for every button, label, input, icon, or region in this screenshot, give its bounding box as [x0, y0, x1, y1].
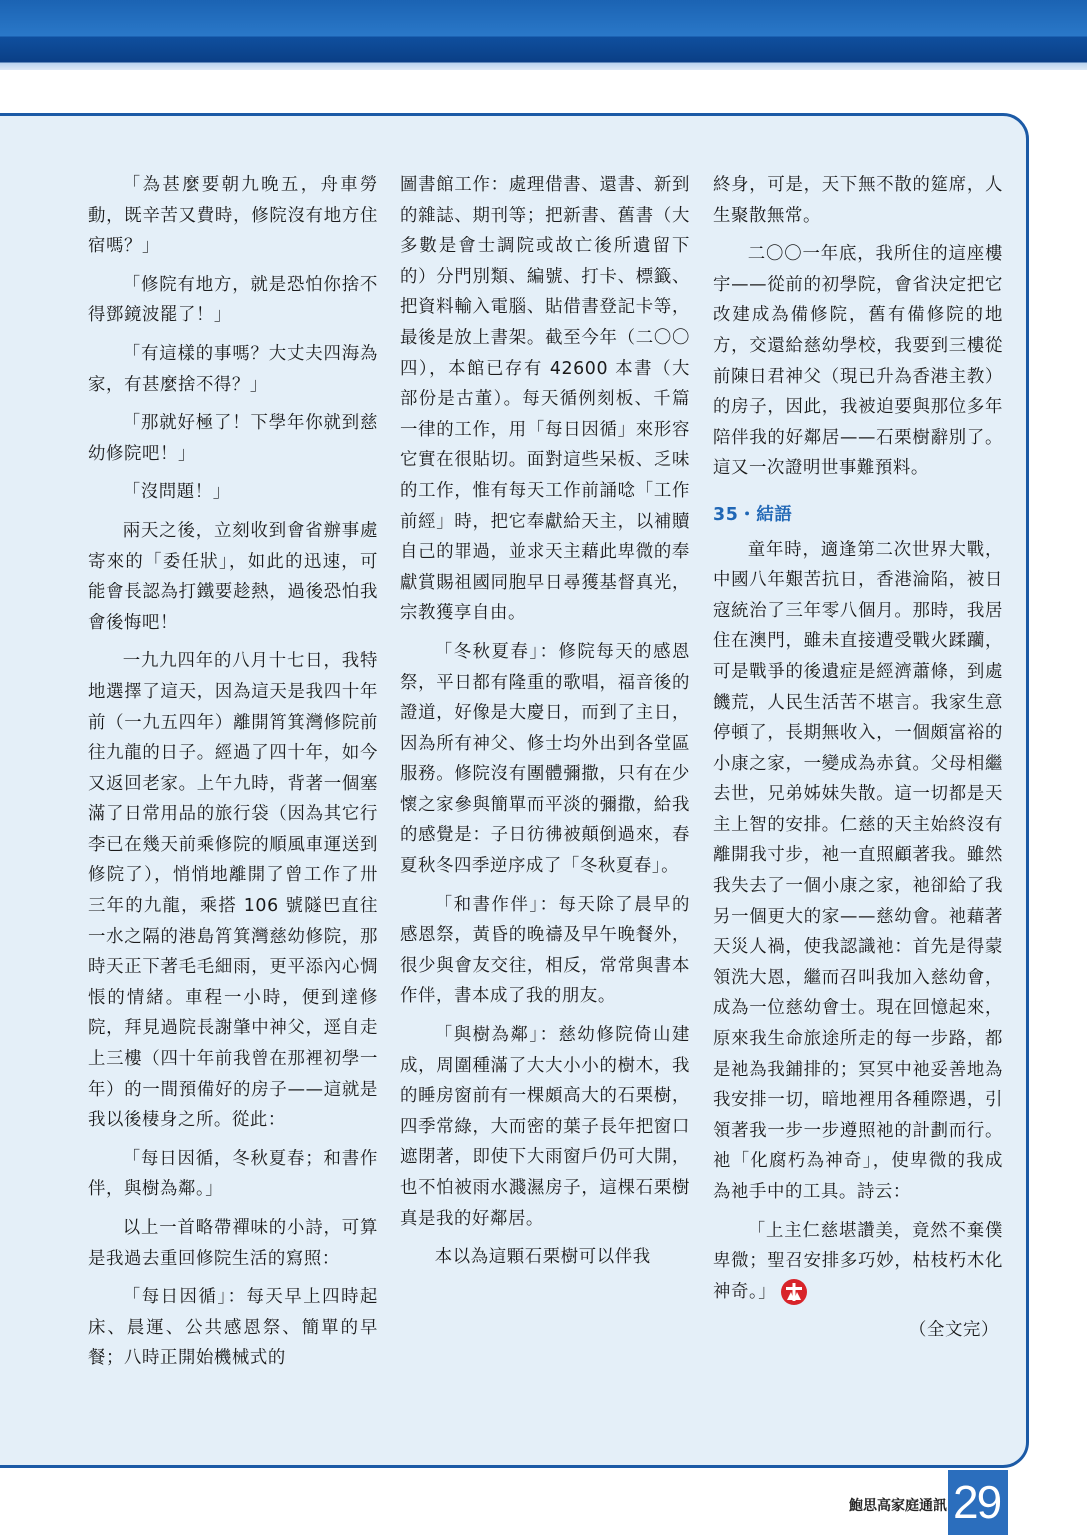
poem-text: 「上主仁慈堪讚美，竟然不棄僕卑微；聖召安排多巧妙，枯枝朽木化神奇。」 — [713, 1220, 1003, 1302]
paragraph: 「和書作伴」：每天除了晨早的感恩祭，黃昏的晚禱及早午晚餐外，很少與會友交往，相反，常常與書本作伴，書本成了我的朋友。 — [400, 894, 690, 1007]
paragraph: 二〇〇一年底，我所住的這座樓宇——從前的初學院，會省決定把它改建成為備修院，舊有備修院的地方，交還給慈幼學校，我要到三樓從前陳日君神父（現已升為香港主教）的房子，因此，我被迫要與那位多年陪伴我的好鄰居——石栗樹辭別了。這又一次證明世事難預料。 — [713, 244, 1003, 479]
paragraph: 「那就好極了！下學年你就到慈幼修院吧！」 — [88, 413, 378, 464]
text-column-3 — [713, 170, 1003, 1346]
paragraph: 終身，可是，天下無不散的筵席，人生聚散無常。 — [713, 175, 1003, 226]
paragraph: 「修院有地方，就是恐怕你捨不得鄧鏡波罷了！」 — [88, 274, 378, 326]
paragraph: 圖書館工作：處理借書、還書、新到的雜誌、期刊等；把新書、舊書（大多數是會士調院或故亡後所遺留下的）分門別類、編號、打卡、標籤、把資料輸入電腦、貼借書登記卡等，最後是放上書架。截至今年（二〇〇四），本館已存有 42600 本書（大部份是古董）。每天循例刻板、千篇一律的工作，用「每日因循」來形容它實在很貼切。面對這些呆板、乏味的工作，惟有每天工作前誦唸「工作前經」時，把它奉獻給天主，以補贖自己的罪過，並求天主藉此卑微的奉獻賞賜祖國同胞早日尋獲基督真光，宗教獲享自由。 — [400, 175, 690, 624]
paragraph: 「為甚麼要朝九晚五，舟車勞動，既辛苦又費時，修院沒有地方住宿嗎？」 — [88, 175, 378, 257]
paragraph: 一九九四年的八月十七日，我特地選擇了這天，因為這天是我四十年前（一九五四年）離開筲箕灣修院前往九龍的日子。經過了四十年，如今又返回老家。上午九時，背著一個塞滿了日常用品的旅行袋（因為其它行李已在幾天前乘修院的順風車運送到修院了），悄悄地離開了曾工作了卅三年的九龍，乘搭 106 號隧巴直往一水之隔的港島筲箕灣慈幼修院，那時天正下著毛毛細雨，更平添內心惆悵的情緒。車程一小時，便到達修院，拜見過院長謝肇中神父，逕自走上三樓（四十年前我曾在那裡初學一年）的一間預備好的房子——這就是我以後棲身之所。從此： — [88, 651, 378, 1131]
text-column-2 — [400, 170, 690, 1273]
paragraph: 「每日因循」：每天早上四時起床、晨運、公共感恩祭、簡單的早餐；八時正開始機械式的 — [88, 1287, 378, 1369]
paragraph: 本以為這顆石栗樹可以伴我 — [434, 1247, 651, 1268]
poem-paragraph — [713, 1216, 1003, 1308]
paragraph: 「每日因循，冬秋夏春；和書作伴，與樹為鄰。」 — [88, 1148, 378, 1200]
page-number: 29 — [953, 1476, 1001, 1528]
paragraph: 童年時，適逢第二次世界大戰，中國八年艱苦抗日，香港淪陷，被日寇統治了三年零八個月。那時，我居住在澳門，雖未直接遭受戰火蹂躪，可是戰爭的後遺症是經濟蕭條，到處饑荒，人民生活苦不堪言。我家生意停頓了，長期無收入，一個頗富裕的小康之家，一變成為赤貧。父母相繼去世，兄弟姊妹失散。這一切都是天主上智的安排。仁慈的天主始終沒有離開我寸步，祂一直照顧著我。雖然我失去了一個小康之家，祂卻給了我另一個更大的家——慈幼會。祂藉著天災人禍，使我認識祂：首先是得蒙領洗大恩，繼而召叫我加入慈幼會，成為一位慈幼會士。現在回憶起來，原來我生命旅途所走的每一步路，都是祂為我鋪排的；冥冥中祂妥善地為我安排一切，暗地裡用各種際遇，引領著我一步一步遵照祂的計劃而行。祂「化腐朽為神奇」，使卑微的我成為祂手中的工具。詩云： — [713, 539, 1003, 1202]
salesian-logo-icon — [780, 1278, 808, 1306]
paragraph: 以上一首略帶禪味的小詩，可算是我過去重回修院生活的寫照： — [88, 1218, 378, 1269]
paragraph: 「冬秋夏春」：修院每天的感恩祭，平日都有隆重的歌唱，福音後的證道，好像是大慶日，而到了主日，因為所有神父、修士均外出到各堂區服務。修院沒有團體彌撒，只有在少懷之家參與簡單而平淡的彌撒，給我的感覺是：子日彷彿被顛倒過來，春夏秋冬四季逆序成了「冬秋夏春」。 — [400, 641, 690, 877]
top-banner — [0, 0, 1087, 70]
section-heading: 35・結語 — [713, 504, 793, 525]
paragraph: 「有這樣的事嗎？大丈夫四海為家，有甚麼捨不得？」 — [88, 343, 378, 395]
paragraph: 「與樹為鄰」：慈幼修院倚山建成，周圍種滿了大大小小的樹木，我的睡房窗前有一棵頗高大的石栗樹，四季常綠，大而密的葉子長年把窗口遮閉著，即使下大雨窗戶仍可大開，也不怕被雨水濺濕房子，這棵石栗樹真是我的好鄰居。 — [400, 1025, 690, 1229]
paragraph: 兩天之後，立刻收到會省辦事處寄來的「委任狀」，如此的迅速，可能會長認為打鐵要趁熱，過後恐怕我會後悔吧！ — [88, 520, 378, 633]
paragraph: 「沒問題！」 — [122, 482, 231, 503]
text-column-1 — [88, 170, 378, 1374]
end-note: （全文完） — [909, 1320, 999, 1341]
publication-title: 鮑思高家庭通訊 — [849, 1498, 947, 1514]
